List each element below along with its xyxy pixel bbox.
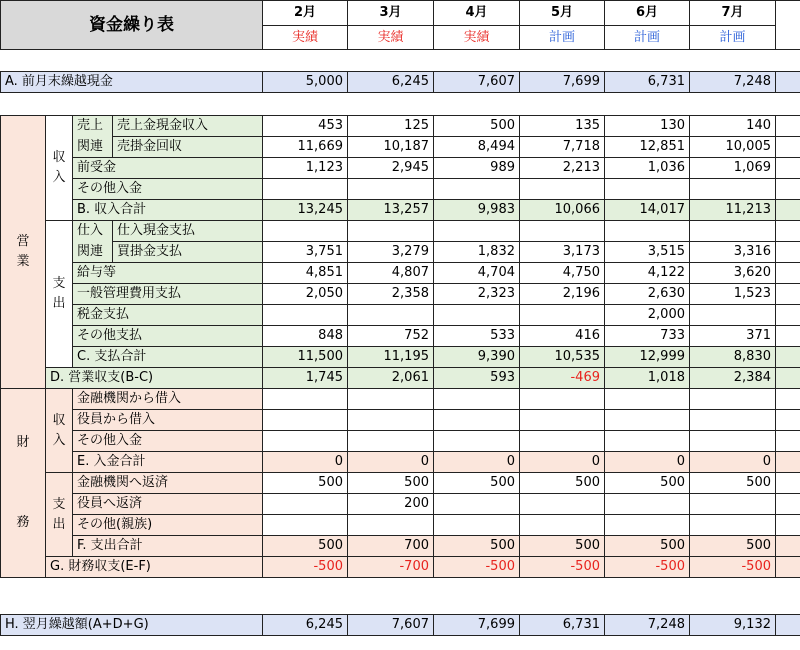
cell-value: 500: [263, 473, 348, 494]
balance-value-negative: -500: [434, 557, 520, 578]
row-label: 売掛金回収: [113, 137, 263, 158]
sales-group-label: 関連: [73, 137, 113, 158]
month-label: 6月: [605, 1, 690, 26]
total-value: 13,257: [348, 200, 434, 221]
total-value: 14,017: [605, 200, 690, 221]
cell-value: [348, 389, 434, 410]
purchase-group-label: 関連: [73, 242, 113, 263]
balance-value-negative: -700: [348, 557, 434, 578]
row-label: 役員から借入: [73, 410, 263, 431]
cut-off-cell: [776, 284, 800, 305]
cell-value: 2,000: [605, 305, 690, 326]
sales-group-label: 売上: [73, 116, 113, 137]
cell-value: 500: [348, 473, 434, 494]
opening-balance-label: A. 前月末繰越現金: [1, 72, 263, 93]
section-char: 営: [16, 234, 30, 249]
operating-section-label: [1, 116, 46, 389]
cell-value: [690, 410, 776, 431]
month-status-actual: 実績: [348, 26, 434, 50]
total-value: 11,195: [348, 347, 434, 368]
cell-value: [348, 431, 434, 452]
cell-value: [690, 305, 776, 326]
cell-value: 10,187: [348, 137, 434, 158]
row-label: その他入金: [73, 179, 263, 200]
opening-balance-value: 6,245: [348, 72, 434, 93]
opening-balance-value: 7,607: [434, 72, 520, 93]
closing-balance-value: 7,248: [605, 615, 690, 636]
section-char: 業: [16, 254, 30, 269]
cell-value: [690, 389, 776, 410]
cut-off-cell: [776, 410, 800, 431]
cell-value: 3,279: [348, 242, 434, 263]
row-label: 一般管理費用支払: [73, 284, 263, 305]
closing-balance-value: 6,731: [520, 615, 605, 636]
cut-off-cell: [776, 615, 800, 636]
month-label: 2月: [263, 1, 348, 26]
cell-value: [520, 221, 605, 242]
cell-value: 3,316: [690, 242, 776, 263]
cell-value: [690, 515, 776, 536]
cell-value: 7,718: [520, 137, 605, 158]
cell-value: [434, 410, 520, 431]
total-value: 0: [520, 452, 605, 473]
closing-balance-value: 9,132: [690, 615, 776, 636]
cell-value: 4,704: [434, 263, 520, 284]
balance-value: 1,018: [605, 368, 690, 389]
cell-value: [263, 494, 348, 515]
total-label: E. 入金合計: [73, 452, 263, 473]
total-value: 500: [605, 536, 690, 557]
opening-balance-value: 7,699: [520, 72, 605, 93]
purchase-group-label: 仕入: [73, 221, 113, 242]
cell-value: 733: [605, 326, 690, 347]
cell-value: 453: [263, 116, 348, 137]
cut-off-cell: [776, 536, 800, 557]
total-value: 0: [348, 452, 434, 473]
cell-value: 500: [434, 473, 520, 494]
cell-value: 200: [348, 494, 434, 515]
cell-value: 1,123: [263, 158, 348, 179]
closing-balance-value: 7,699: [434, 615, 520, 636]
sheet-title: 資金繰り表: [1, 1, 263, 50]
cell-value: 752: [348, 326, 434, 347]
cut-off-cell: [776, 389, 800, 410]
cell-value: 500: [434, 116, 520, 137]
cell-value: 140: [690, 116, 776, 137]
total-value: 0: [263, 452, 348, 473]
total-value: 0: [605, 452, 690, 473]
total-value: 500: [434, 536, 520, 557]
cut-off-column: [776, 1, 800, 50]
cell-value: [434, 305, 520, 326]
cell-value: 500: [605, 473, 690, 494]
balance-value-negative: -500: [605, 557, 690, 578]
row-label: 税金支払: [73, 305, 263, 326]
closing-balance-label: H. 翌月繰越額(A+D+G): [1, 615, 263, 636]
operating-income-label: [46, 116, 73, 221]
cell-value: 11,669: [263, 137, 348, 158]
cell-value: 12,851: [605, 137, 690, 158]
total-label: C. 支払合計: [73, 347, 263, 368]
group-char: 入: [52, 432, 66, 448]
balance-label: G. 財務収支(E-F): [46, 557, 263, 578]
cut-off-cell: [776, 326, 800, 347]
total-value: 9,983: [434, 200, 520, 221]
cell-value: [520, 410, 605, 431]
group-char: 収: [52, 150, 66, 165]
month-status-plan: 計画: [690, 26, 776, 50]
total-label: F. 支出合計: [73, 536, 263, 557]
cell-value: [348, 179, 434, 200]
cell-value: [348, 515, 434, 536]
total-value: 700: [348, 536, 434, 557]
cell-value: [605, 179, 690, 200]
total-value: 10,535: [520, 347, 605, 368]
total-value: 11,500: [263, 347, 348, 368]
cell-value: 3,173: [520, 242, 605, 263]
month-status-actual: 実績: [263, 26, 348, 50]
cell-value: 371: [690, 326, 776, 347]
balance-value: 593: [434, 368, 520, 389]
cell-value: 3,751: [263, 242, 348, 263]
cell-value: 2,213: [520, 158, 605, 179]
cell-value: 125: [348, 116, 434, 137]
balance-value-negative: -500: [520, 557, 605, 578]
closing-balance-table: [0, 614, 800, 636]
row-label: 役員へ返済: [73, 494, 263, 515]
total-value: 500: [520, 536, 605, 557]
row-label: 給与等: [73, 263, 263, 284]
cell-value: 848: [263, 326, 348, 347]
balance-value-negative: -500: [690, 557, 776, 578]
closing-balance-value: 7,607: [348, 615, 434, 636]
cell-value: 2,196: [520, 284, 605, 305]
cell-value: 2,630: [605, 284, 690, 305]
cut-off-cell: [776, 515, 800, 536]
balance-value: 2,384: [690, 368, 776, 389]
cut-off-cell: [776, 347, 800, 368]
group-char: 出: [52, 516, 66, 532]
cell-value: [348, 221, 434, 242]
total-value: 10,066: [520, 200, 605, 221]
cut-off-cell: [776, 557, 800, 578]
cell-value: 1,832: [434, 242, 520, 263]
cell-value: [605, 410, 690, 431]
row-label: 買掛金支払: [113, 242, 263, 263]
cell-value: 4,750: [520, 263, 605, 284]
cell-value: [348, 410, 434, 431]
cut-off-cell: [776, 431, 800, 452]
month-label: 4月: [434, 1, 520, 26]
row-label: 仕入現金支払: [113, 221, 263, 242]
cut-off-cell: [776, 72, 800, 93]
cell-value: [520, 305, 605, 326]
group-char: 出: [52, 296, 66, 311]
group-char: 入: [52, 170, 66, 185]
cell-value: 500: [690, 473, 776, 494]
cell-value: [605, 431, 690, 452]
section-spacer: [5, 453, 41, 513]
cut-off-cell: [776, 452, 800, 473]
cut-off-cell: [776, 473, 800, 494]
group-char: 支: [52, 496, 66, 512]
cut-off-cell: [776, 368, 800, 389]
cut-off-cell: [776, 158, 800, 179]
cell-value: [690, 494, 776, 515]
cell-value: [263, 179, 348, 200]
cell-value: [434, 179, 520, 200]
month-status-plan: 計画: [520, 26, 605, 50]
cell-value: 989: [434, 158, 520, 179]
cell-value: 3,620: [690, 263, 776, 284]
total-label: B. 収入合計: [73, 200, 263, 221]
cash-flow-body-table: [0, 115, 800, 578]
row-label: その他(親族): [73, 515, 263, 536]
cell-value: [605, 494, 690, 515]
opening-balance-value: 5,000: [263, 72, 348, 93]
cell-value: [348, 305, 434, 326]
cell-value: 1,036: [605, 158, 690, 179]
cut-off-cell: [776, 221, 800, 242]
cell-value: 2,358: [348, 284, 434, 305]
balance-value-negative: -500: [263, 557, 348, 578]
row-label: 前受金: [73, 158, 263, 179]
financial-expense-label: [46, 473, 73, 557]
cell-value: 3,515: [605, 242, 690, 263]
cut-off-cell: [776, 242, 800, 263]
closing-balance-value: 6,245: [263, 615, 348, 636]
row-label: 金融機関へ返済: [73, 473, 263, 494]
total-value: 0: [690, 452, 776, 473]
balance-value: 2,061: [348, 368, 434, 389]
cell-value: 533: [434, 326, 520, 347]
month-label: 5月: [520, 1, 605, 26]
row-label: その他入金: [73, 431, 263, 452]
cell-value: [263, 410, 348, 431]
row-label: 金融機関から借入: [73, 389, 263, 410]
cell-value: [434, 494, 520, 515]
month-status-actual: 実績: [434, 26, 520, 50]
cell-value: 1,523: [690, 284, 776, 305]
cell-value: [605, 221, 690, 242]
cell-value: 4,851: [263, 263, 348, 284]
cell-value: [690, 431, 776, 452]
cell-value: [690, 221, 776, 242]
opening-balance-value: 6,731: [605, 72, 690, 93]
cell-value: 2,323: [434, 284, 520, 305]
total-value: 500: [690, 536, 776, 557]
total-value: 9,390: [434, 347, 520, 368]
row-label: 売上金現金収入: [113, 116, 263, 137]
header-table: [0, 0, 800, 50]
operating-expense-label: [46, 221, 73, 368]
cell-value: 10,005: [690, 137, 776, 158]
cell-value: [605, 389, 690, 410]
cell-value: 8,494: [434, 137, 520, 158]
cell-value: 4,807: [348, 263, 434, 284]
month-status-plan: 計画: [605, 26, 690, 50]
balance-value: 1,745: [263, 368, 348, 389]
cell-value: [263, 515, 348, 536]
cut-off-cell: [776, 137, 800, 158]
cell-value: [520, 179, 605, 200]
month-label: 7月: [690, 1, 776, 26]
total-value: 500: [263, 536, 348, 557]
month-label: 3月: [348, 1, 434, 26]
cell-value: [520, 494, 605, 515]
cell-value: [263, 221, 348, 242]
cell-value: [520, 389, 605, 410]
cell-value: [263, 305, 348, 326]
balance-label: D. 営業収支(B-C): [46, 368, 263, 389]
cell-value: [434, 515, 520, 536]
cut-off-cell: [776, 179, 800, 200]
cell-value: 2,050: [263, 284, 348, 305]
cell-value: [434, 389, 520, 410]
cell-value: 2,945: [348, 158, 434, 179]
cell-value: 416: [520, 326, 605, 347]
financial-income-label: [46, 389, 73, 473]
total-value: 13,245: [263, 200, 348, 221]
cell-value: 4,122: [605, 263, 690, 284]
cell-value: 130: [605, 116, 690, 137]
cell-value: [263, 389, 348, 410]
cut-off-cell: [776, 305, 800, 326]
cell-value: [520, 431, 605, 452]
group-char: 収: [52, 412, 66, 428]
opening-balance-table: [0, 71, 800, 93]
total-value: 0: [434, 452, 520, 473]
balance-value-negative: -469: [520, 368, 605, 389]
row-label: その他支払: [73, 326, 263, 347]
section-char: 財: [16, 435, 30, 450]
cell-value: [263, 431, 348, 452]
cell-value: 1,069: [690, 158, 776, 179]
cell-value: [434, 431, 520, 452]
total-value: 8,830: [690, 347, 776, 368]
cell-value: 500: [520, 473, 605, 494]
cut-off-cell: [776, 200, 800, 221]
total-value: 12,999: [605, 347, 690, 368]
cell-value: [434, 221, 520, 242]
cut-off-cell: [776, 263, 800, 284]
cut-off-cell: [776, 494, 800, 515]
group-char: 支: [52, 276, 66, 291]
section-char: 務: [16, 515, 30, 530]
opening-balance-value: 7,248: [690, 72, 776, 93]
cut-off-cell: [776, 116, 800, 137]
cell-value: [690, 179, 776, 200]
cell-value: [605, 515, 690, 536]
total-value: 11,213: [690, 200, 776, 221]
cell-value: [520, 515, 605, 536]
financial-section-label: [1, 389, 46, 578]
cell-value: 135: [520, 116, 605, 137]
